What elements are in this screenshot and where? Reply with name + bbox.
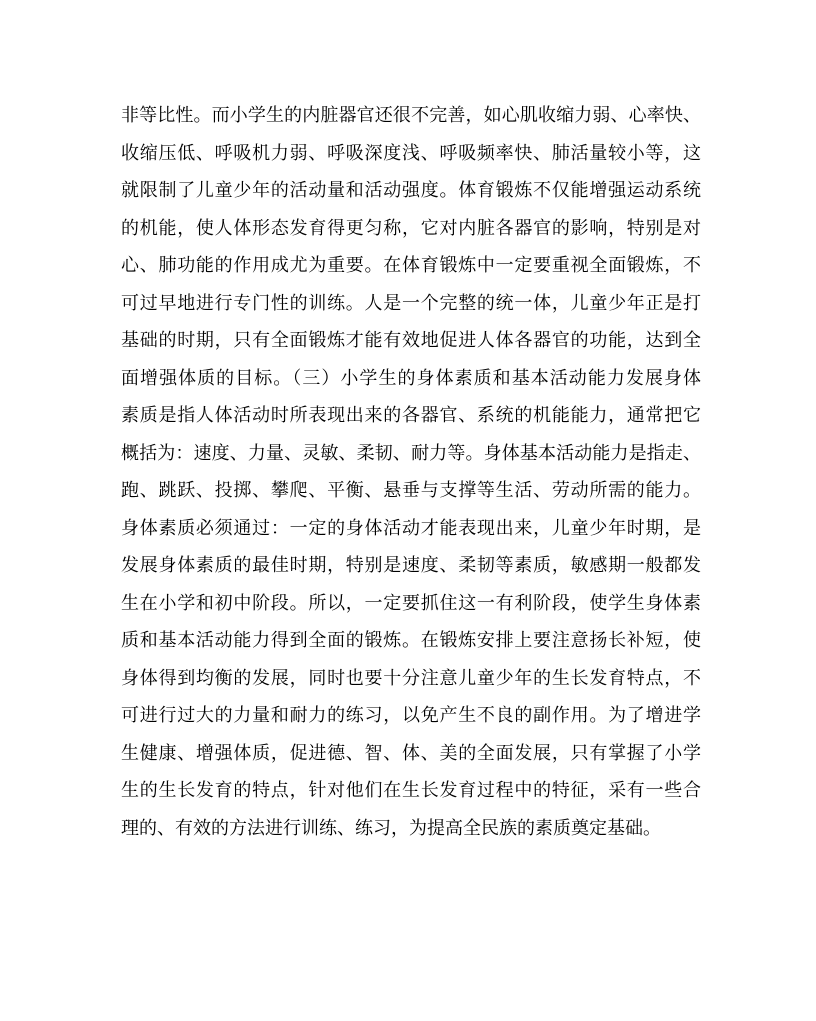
text-line: 素质是指人体活动时所表现出来的各器官、系统的机能能力，通常把它	[121, 405, 701, 426]
text-line: 就限制了儿童少年的活动量和活动强度。体育锻炼不仅能增强运动系统	[121, 180, 701, 201]
text-line: 身体得到均衡的发展，同时也要十分注意儿童少年的生长发育特点，不	[121, 667, 701, 689]
text-line: 心、肺功能的作用成尤为重要。在体育锻炼中一定要重视全面锻炼，不	[121, 255, 701, 276]
text-line: 跑、跳跃、投掷、攀爬、平衡、悬垂与支撑等生活、劳动所需的能力。	[121, 480, 701, 501]
text-line: 非等比性。而小学生的内脏器官还很不完善，如心肌收缩力弱、心率快、	[121, 105, 701, 126]
text-line: 理的、有效的方法进行训练、练习，为提高全民族的素质奠定基础。	[121, 817, 661, 839]
text-line: 面增强体质的目标。（三）小学生的身体素质和基本活动能力发展身体	[121, 367, 701, 389]
text-line: 生在小学和初中阶段。所以，一定要抓住这一有利阶段，使学生身体素	[121, 592, 701, 614]
text-line: 发展身体素质的最佳时期，特别是速度、柔韧等素质，敏感期一般都发	[121, 555, 701, 576]
text-line: 可过早地进行专门性的训练。人是一个完整的统一体，儿童少年正是打	[121, 292, 701, 314]
body-text	[121, 97, 701, 847]
text-line: 质和基本活动能力得到全面的锻炼。在锻炼安排上要注意扬长补短，使	[121, 630, 701, 651]
text-line: 的机能，使人体形态发育得更匀称，它对内脏各器官的影响，特别是对	[121, 217, 701, 239]
text-line: 基础的时期，只有全面锻炼才能有效地促进人体各器官的功能，达到全	[121, 330, 701, 351]
text-line: 生的生长发育的特点，针对他们在生长发育过程中的特征，采有一些合	[121, 780, 701, 801]
text-line: 可进行过大的力量和耐力的练习，以免产生不良的副作用。为了增进学	[121, 705, 701, 726]
text-line: 收缩压低、呼吸机力弱、呼吸深度浅、呼吸频率快、肺活量较小等，这	[121, 142, 701, 164]
text-line: 生健康、增强体质，促进德、智、体、美的全面发展，只有掌握了小学	[121, 742, 701, 764]
text-line: 概括为：速度、力量、灵敏、柔韧、耐力等。身体基本活动能力是指走、	[121, 442, 701, 464]
text-line: 身体素质必须通过：一定的身体活动才能表现出来，儿童少年时期，是	[121, 517, 701, 539]
